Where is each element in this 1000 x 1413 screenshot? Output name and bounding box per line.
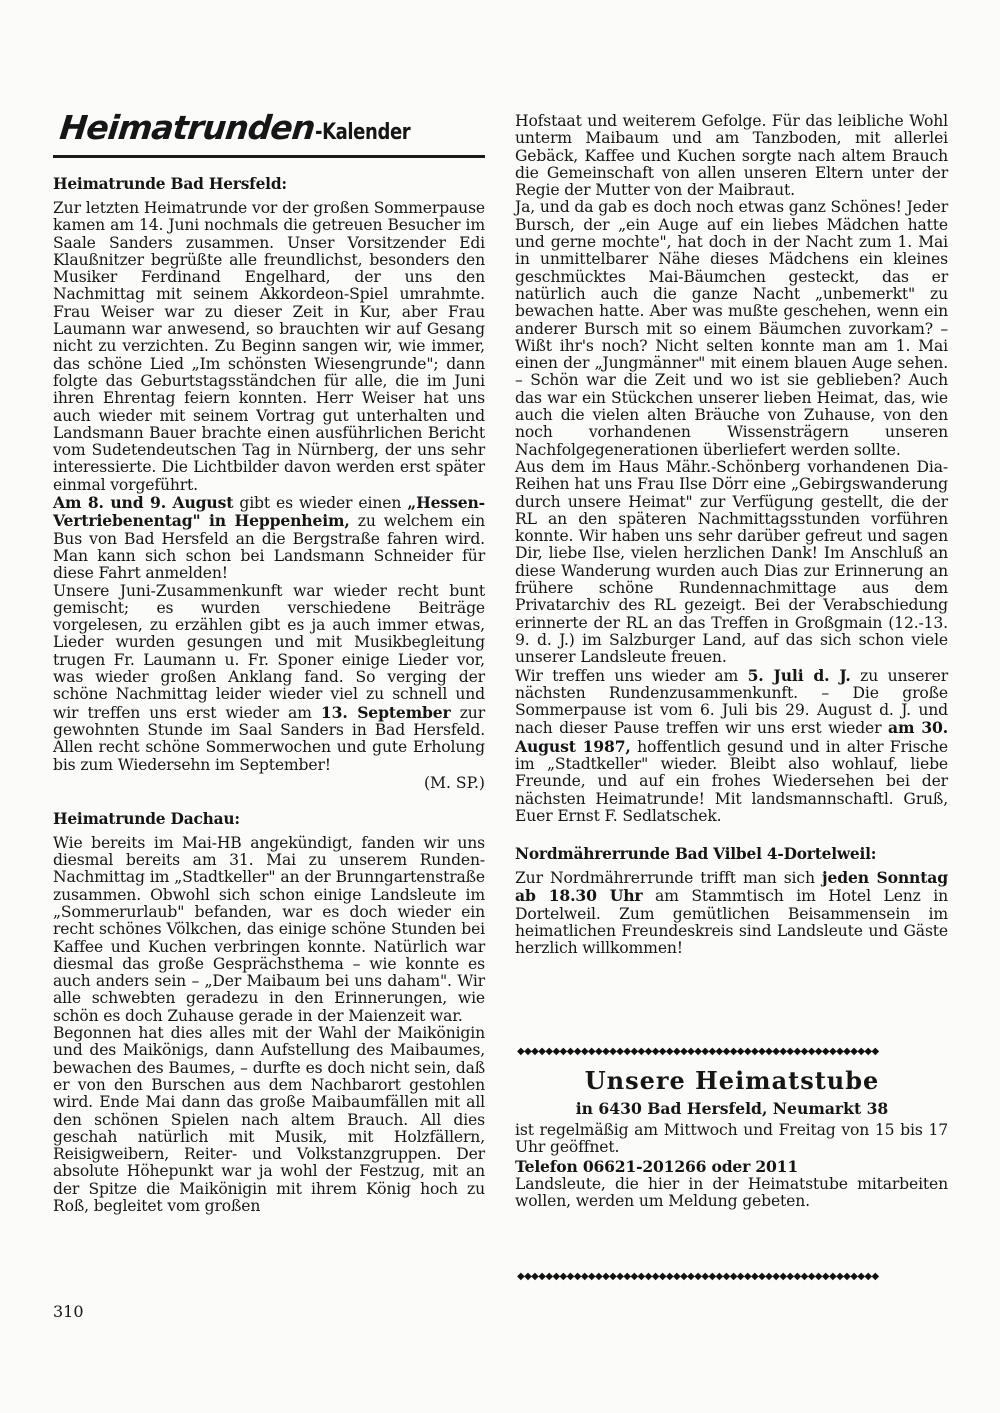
diamond-divider-bottom: ◆◆◆◆◆◆◆◆◆◆◆◆◆◆◆◆◆◆◆◆◆◆◆◆◆◆◆◆◆◆◆◆◆◆◆◆◆◆◆◆◆◆◆◆◆◆◆◆◆◆◆ bbox=[517, 1272, 879, 1282]
heimatstube-title: Unsere Heimatstube bbox=[584, 1066, 880, 1095]
page-number: 310 bbox=[53, 1302, 84, 1321]
title-rule bbox=[53, 155, 485, 158]
text: zu welchem ein Bus von Bad Hersfeld an die Bergstraße fahren wird. Man kann sich schon bei Landsmann Schneider für diese Fahrt anmelden! bbox=[53, 512, 486, 583]
section-heading-vilbel: Nordmährerrunde Bad Vilbel 4-Dortelweil: bbox=[515, 845, 877, 864]
hersfeld-paragraph-2 bbox=[53, 494, 485, 582]
bold-date: Am 8. und 9. August bbox=[53, 493, 234, 513]
dachau-paragraph-5 bbox=[515, 667, 948, 826]
text: hoffentlich gesund und in alter Frische im „Stadtkeller" wieder. Bleibt also wohlauf, liebe Freunde, und auf ein frohes Wiedersehen bei der nächsten Heimatrunde! Mit landsmannschaftl. Gruß, Euer Ernst F. Sedlatschek. bbox=[515, 737, 948, 825]
heimatstube-hours: ist regelmäßig am Mittwoch und Freitag von 15 bis 17 Uhr geöffnet. bbox=[515, 1121, 948, 1157]
dachau-paragraph-3: Ja, und da gab es doch noch etwas ganz Schönes! Jeder Bursch, der „ein Auge auf ein liebes Mädchen hatte und gerne mochte", hat doch in der Nacht zum 1. Mai in unmittelbarer Nähe dieses Mädchens ein kleines geschmücktes Mai-Bäumchen gesteckt, das er natürlich auch die ganze Nacht „unbemerkt" zu bewachen hatte. Aber was mußte geschehen, wenn ein anderer Bursch mit so einem Bäumchen zuvorkam? – Wißt ihr's noch? Nicht selten konnte man am 1. Mai einen der „Jungmänner" mit einem blauen Auge sehen. – Schön war die Zeit und wo ist sie geblieben? Auch das war ein Stückchen unserer lieben Heimat, das, wie auch die vielen alten Bräuche von Zuhause, von den noch vorhandenen Wissensträgern unseren Nachfolgegenerationen überliefert werden sollte. bbox=[515, 198, 948, 459]
vilbel-paragraph bbox=[515, 869, 948, 957]
signature: (M. SP.) bbox=[423, 773, 485, 792]
diamond-divider-top: ◆◆◆◆◆◆◆◆◆◆◆◆◆◆◆◆◆◆◆◆◆◆◆◆◆◆◆◆◆◆◆◆◆◆◆◆◆◆◆◆◆◆◆◆◆◆◆◆◆◆◆ bbox=[517, 1047, 879, 1057]
dachau-paragraph-2: Begonnen hat dies alles mit der Wahl der Maikönigin und des Maikönigs, dann Aufstellung des Maibaumes, bewachen des Baumes, – durfte es doch nicht sein, daß er von den Burschen aus dem Nachbarort gestohlen wird. Ende Mai dann das große Maibaumfällen mit all den schönen Spielen nach altem Brauch. All dies geschah natürlich mit Musik, mit Holzfällern, Reisigweibern, Reiter- und Volkstanzgruppen. Der absolute Höhepunkt war ja wohl der Festzug, mit an der Spitze die Maikönigin mit ihrem König hoch zu Roß, begleitet vom großen bbox=[53, 1024, 485, 1216]
heimatstube-phone: Telefon 06621-201266 oder 2011 bbox=[515, 1156, 798, 1176]
dachau-paragraph-2-continued: Hofstaat und weiterem Gefolge. Für das leibliche Wohl unterm Maibaum und am Tanzboden, mit allerlei Gebäck, Kaffee und Kuchen sorgte nach altem Brauch die Gemeinschaft von allen unseren Eltern unter der Regie der Mutter von der Maibraut. bbox=[515, 112, 948, 200]
text: Unsere Juni-Zusammenkunft war wieder recht bunt gemischt; es wurden verschiedene Beiträge vorgelesen, zu erzählen gibt es ja auch immer etwas, Lieder wurden gesungen und mit Musikbegleitung trugen Fr. Laumann u. Fr. Sponer einige Lieder vor, was wieder großen Anklang fand. So verging der schöne Nachmittag leider wieder viel zu schnell und wir treffen uns erst wieder am bbox=[53, 581, 485, 722]
bold-date: 5. Juli d. J. bbox=[747, 665, 851, 685]
bold-date: am 30. August 1987, bbox=[515, 718, 949, 756]
bold-date: 13. September bbox=[320, 702, 451, 722]
heimatstube-address: in 6430 Bad Hersfeld, Neumarkt 38 bbox=[575, 1099, 889, 1118]
dachau-paragraph-4: Aus dem im Haus Mähr.-Schönberg vorhandenen Dia-Reihen hat uns Frau Ilse Dörr eine „Gebirgswanderung durch unsere Heimat" zur Verfügung gestellt, die der RL an den späteren Nachmittagsstunden vorführen konnte. Wir haben uns sehr darüber gefreut und sagen Dir, liebe Ilse, vielen herzlichen Dank! Im Anschluß an diese Wanderung wurden auch Dias zur Erinnerung an frühere schöne Rundennachmittage aus dem Privatarchiv des RL gezeigt. Bei der Verabschiedung erinnerte der RL an das Treffen in Großgmain (12.-13. 9. d. J.) im Salzburger Land, auf das sich schon viele unserer Landsleute freuen. bbox=[515, 457, 948, 667]
dachau-paragraph-1: Wie bereits im Mai-HB angekündigt, fanden wir uns diesmal bereits am 31. Mai zu unserem Runden-Nachmittag im „Stadtkeller" an der Brunngartenstraße zusammen. Obwohl sich schon einige Landsleute im „Sommerurlaub" befanden, war es doch wieder ein recht schönes Völkchen, das einige schöne Stunden bei Kaffee und Kuchen verbringen konnte. Natürlich war diesmal das große Gesprächsthema – wie konnte es auch anders sein – „Der Maibaum bei uns daham". Wir alle schwebten geradezu in den Erinnerungen, wie schön es doch Zuhause gerade in der Maienzeit war. bbox=[53, 833, 485, 1025]
bold-event: „Hessen-Vertriebenentag" in Heppenheim, bbox=[53, 493, 485, 531]
text: am Stammtisch im Hotel Lenz in Dortelweil. Zum gemütlichen Beisammensein im heimatlichen Freundeskreis sind Landsleute und Gäste herzlich willkommen! bbox=[515, 887, 948, 958]
title-suffix: -Kalender bbox=[314, 120, 410, 145]
bold-time: jeden Sonntag ab 18.30 Uhr bbox=[515, 868, 948, 906]
hersfeld-paragraph-3 bbox=[53, 583, 485, 774]
hersfeld-paragraph-1: Zur letzten Heimatrunde vor der großen Sommerpause kamen am 14. Juni nochmals die getreuen Besucher im Saale Sanders zusammen. Unser Vorsitzender Edi Klaußnitzer begrüßte alle freundlichst, besonders den Musiker Ferdinand Engelhard, der uns den Nachmittag mit seinem Akkordeon-Spiel umrahmte. Frau Weiser war zu dieser Zeit in Kur, aber Frau Laumann war anwesend, so brauchten wir auf Gesang nicht zu verzichten. Zu Beginn sangen wir, wie immer, das schöne Lied „Im schönsten Wiesengrunde"; dann folgte das Geburtstagsständchen für alle, die im Juni ihren Ehrentag feiern konnten. Herr Weiser hat uns auch wieder mit seinem Vortrag gut unterhalten und Landsmann Bauer brachte einen ausführlichen Bericht vom Sudetendeutschen Tag in Nürnberg, der uns sehr interessierte. Die Lichtbilder davon werden erst später einmal vorgeführt. bbox=[53, 199, 485, 494]
text: Zur Nordmährerrunde trifft man sich bbox=[515, 869, 822, 888]
heimatstube-body bbox=[515, 1122, 948, 1210]
text: gibt es wieder einen bbox=[233, 494, 408, 513]
text: Wir treffen uns wieder am bbox=[515, 666, 748, 685]
text: zu unserer nächsten Rundenzusammenkunft. – Die große Sommerpause ist vom 6. Juli bis 29. August d. J. und nach dieser Pause treffen wir uns erst wieder bbox=[515, 666, 948, 738]
left-column bbox=[53, 175, 485, 1215]
right-column bbox=[515, 113, 948, 958]
text: zur gewohnten Stunde im Saal Sanders in Bad Hersfeld. Allen recht schöne Sommerwochen und gute Erholung bis zum Wiedersehn im September! bbox=[53, 703, 485, 774]
section-heading-hersfeld: Heimatrunde Bad Hersfeld: bbox=[53, 175, 287, 193]
title-script: Heimatrunden bbox=[57, 108, 317, 147]
section-heading-dachau: Heimatrunde Dachau: bbox=[53, 809, 240, 828]
page-title bbox=[57, 108, 490, 147]
heimatstube-note: Landsleute, die hier in der Heimatstube mitarbeiten wollen, werden um Meldung gebeten. bbox=[515, 1174, 948, 1210]
